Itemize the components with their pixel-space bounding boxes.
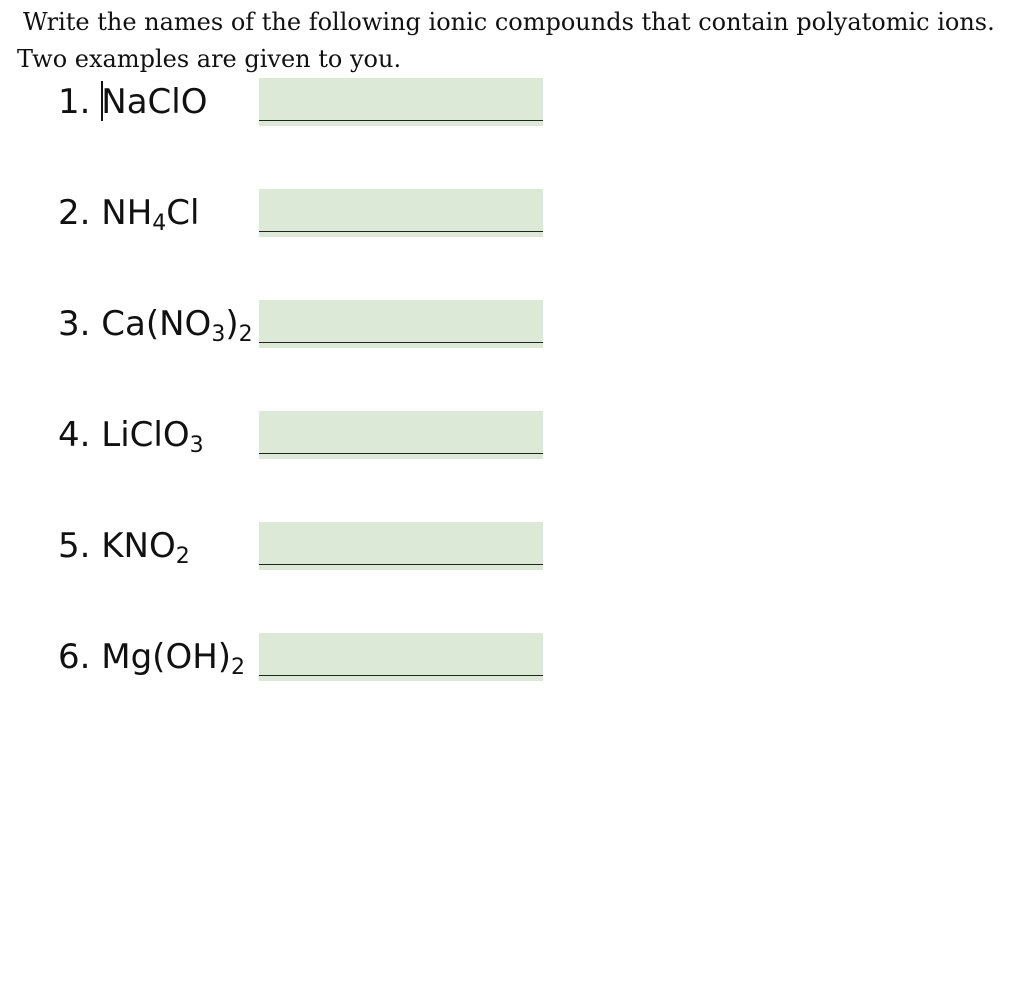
answer-field-5[interactable]	[259, 522, 543, 570]
formula-subscript: 2	[238, 322, 253, 347]
answer-field-6[interactable]	[259, 633, 543, 681]
formula-text: NaClO	[101, 82, 208, 122]
formula-5	[58, 526, 190, 569]
formula-subscript: 2	[231, 655, 246, 680]
formula-2	[58, 193, 200, 236]
answer-underline	[259, 675, 543, 676]
formula-text: Mg(OH)	[101, 637, 232, 677]
answer-field-3[interactable]	[259, 300, 543, 348]
formula-text: NH	[101, 193, 153, 233]
answer-underline	[259, 564, 543, 565]
item-number: 1.	[58, 82, 91, 122]
formula-text: KNO	[101, 526, 176, 566]
item-number: 4.	[58, 415, 91, 455]
formula-text: Ca(NO	[101, 304, 212, 344]
answer-field-2[interactable]	[259, 189, 543, 237]
item-number: 2.	[58, 193, 91, 233]
answer-underline	[259, 342, 543, 343]
formula-subscript: 4	[152, 211, 167, 236]
answer-underline	[259, 120, 543, 121]
answer-field-1[interactable]	[259, 78, 543, 126]
formula-6	[58, 637, 246, 680]
item-number: 5.	[58, 526, 91, 566]
answer-underline	[259, 231, 543, 232]
formula-1	[58, 81, 207, 122]
formula-text: Cl	[166, 193, 200, 233]
formula-3	[58, 304, 253, 347]
item-number: 6.	[58, 637, 91, 677]
formula-text: )	[225, 304, 239, 344]
instructions-text: Write the names of the following ionic compounds that contain polyatomic ions. Two examples are given to you.	[17, 8, 995, 73]
answer-underline	[259, 453, 543, 454]
formula-subscript: 2	[175, 544, 190, 569]
formula-subscript: 3	[189, 433, 204, 458]
item-number: 3.	[58, 304, 91, 344]
formula-subscript: 3	[211, 322, 226, 347]
formula-text: LiClO	[101, 415, 190, 455]
answer-field-4[interactable]	[259, 411, 543, 459]
formula-4	[58, 415, 204, 458]
